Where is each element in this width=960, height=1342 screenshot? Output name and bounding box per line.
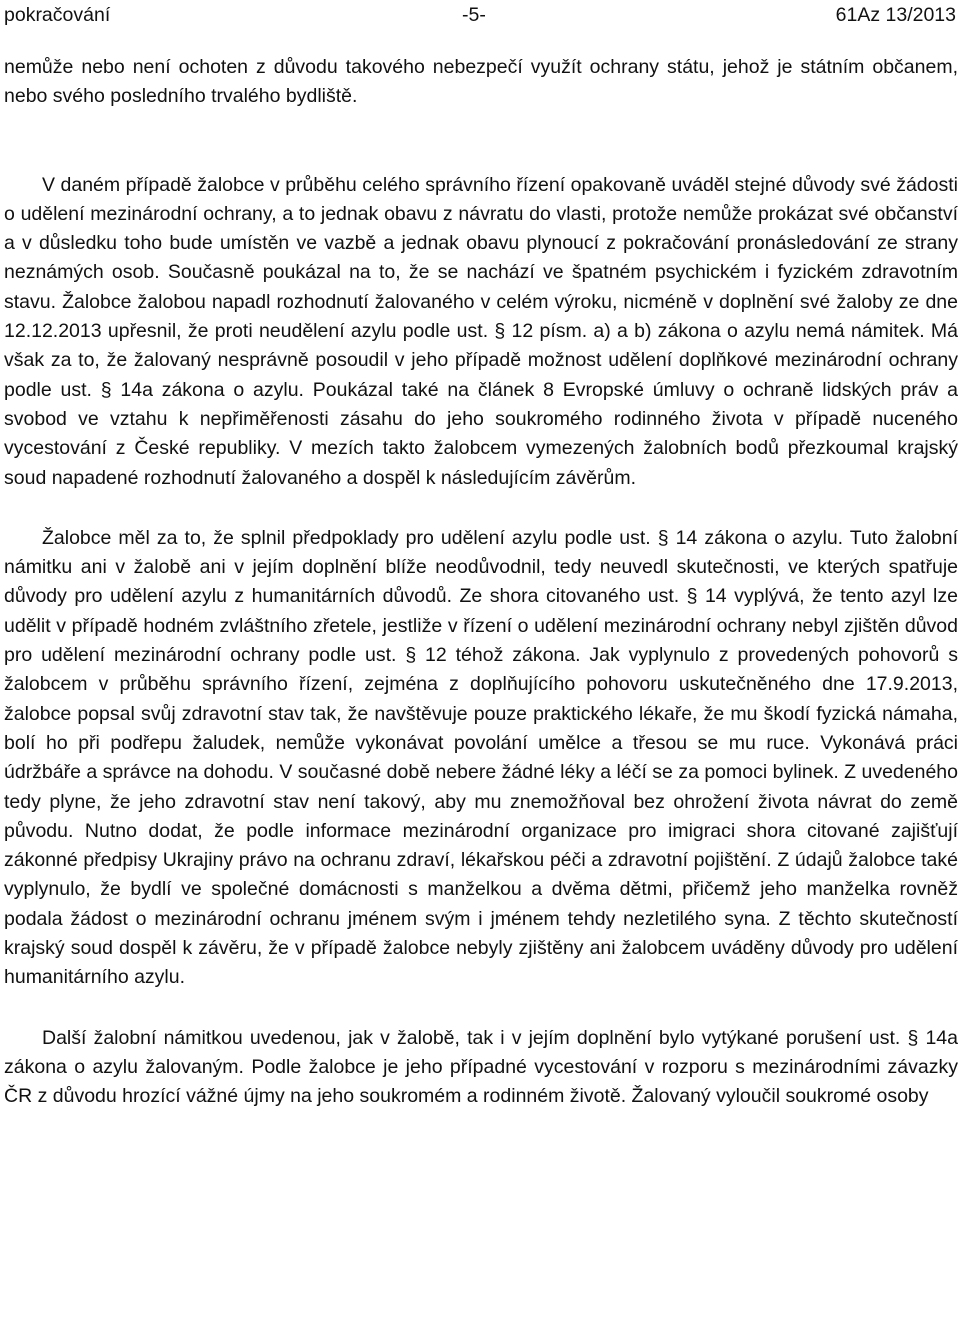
- document-page: [4, 0, 958, 1112]
- page-number: -5-: [462, 4, 486, 26]
- header-continuation-label: pokračování: [4, 4, 111, 26]
- paragraph-4: Další žalobní námitkou uvedenou, jak v žalobě, tak i v jejím doplnění bylo vytýkané porušení ust. § 14a zákona o azylu žalovaným. Podle žalobce je jeho případné vycestování v rozporu s mezinárodními závazky ČR z důvodu hrozící vážné újmy na jeho soukromém a rodinném životě. Žalovaný vyloučil soukromé osoby: [4, 1026, 958, 1108]
- case-number: 61Az 13/2013: [835, 4, 956, 26]
- paragraph-1: nemůže nebo není ochoten z důvodu takového nebezpečí využít ochrany státu, jehož je státním občanem, nebo svého posledního trvalého bydliště.: [4, 56, 958, 108]
- paragraph-2: V daném případě žalobce v průběhu celého správního řízení opakovaně uváděl stejné důvody své žádosti o udělení mezinárodní ochrany, a to jednak obavu z návratu do vlasti, protože nemůže prokázat své občanství a v důsledku toho bude umístěn ve vazbě a jednak obavu plynoucí z pokračování pronásledování ze strany neznámých osob. Současně poukázal na to, že se nachází ve špatném psychickém i fyzickém zdravotním stavu. Žalobce žalobou napadl rozhodnutí žalovaného v celém výroku, nicméně v doplnění své žaloby ze dne 12.12.2013 upřesnil, že proti neudělení azylu podle ust. § 12 písm. a) a b) zákona o azylu nemá námitek. Má však za to, že žalovaný nesprávně posoudil v jeho případě možnost udělení doplňkové mezinárodní ochrany podle ust. § 14a zákona o azylu. Poukázal také na článek 8 Evropské úmluvy o ochraně lidských práv a svobod ve vztahu k nepřiměřenosti zásahu do jeho soukromého rodinného života v případě nuceného vycestování z České republiky. V mezích takto žalobcem vymezených žalobních bodů přezkoumal krajský soud napadené rozhodnutí žalovaného a dospěl k následujícím závěrům.: [4, 173, 958, 489]
- page-header: [4, 0, 958, 30]
- paragraph-3: Žalobce měl za to, že splnil předpoklady pro udělení azylu podle ust. § 14 zákona o azylu. Tuto žalobní námitku ani v žalobě ani v jejím doplnění blíže neodůvodnil, tedy neuvedl skutečnosti, ve kterých spatřuje důvody pro udělení azylu z humanitárních důvodů. Ze shora citovaného ust. § 14 vyplývá, že tento azyl lze udělit v případě hodném zvláštního zřetele, jestliže v řízení o udělení mezinárodní ochrany nebyl zjištěn důvod pro udělení mezinárodní ochrany podle ust. § 12 téhož zákona. Jak vyplynulo z provedených pohovorů s žalobcem v průběhu správního řízení, zejména z doplňujícího pohovoru uskutečněného dne 17.9.2013, žalobce popsal svůj zdravotní stav tak, že navštěvuje pouze praktického lékaře, že mu škodí fyzická námaha, bolí ho při podřepu žaludek, nemůže vykonávat povolání umělce a třesou se mu ruce. Vykonává práci údržbáře a správce na dohodu. V současné době nebere žádné léky a léčí se za pomoci bylinek. Z uvedeného tedy plyne, že jeho zdravotní stav není takový, aby mu znemožňoval bez ohrožení života návrat do země původu. Nutno dodat, že podle informace mezinárodní organizace pro imigraci shora citované zajišťují zákonné předpisy Ukrajiny právo na ochranu zdraví, lékařskou péči a zdravotní pojištění. Z údajů žalobce také vyplynulo, že bydlí ve společné domácnosti s manželkou a dvěma dětmi, přičemž jeho manželka rovněž podala žádost o mezinárodní ochranu jménem svým i jménem tehdy nezletilého syna. Z těchto skutečností krajský soud dospěl k závěru, že v případě žalobce nebyly zjištěny ani žalobcem uváděny důvody pro udělení humanitárního azylu.: [4, 526, 958, 989]
